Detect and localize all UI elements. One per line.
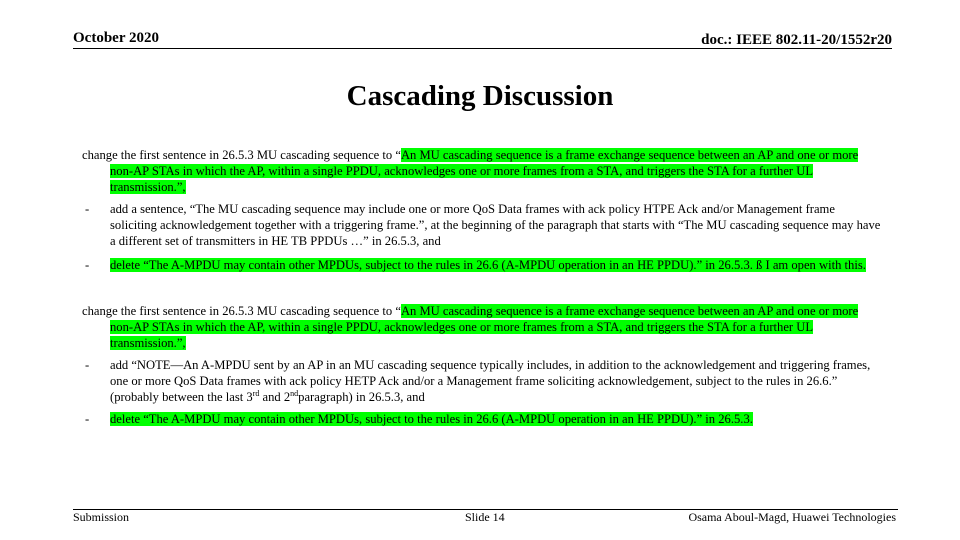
section2-intro	[82, 303, 882, 351]
footer-author: Osama Aboul-Magd, Huawei Technologies	[688, 510, 896, 524]
spacer	[82, 249, 882, 257]
section1-item-2-highlight: delete “The A-MPDU may contain other MPDUs, subject to the rules in 26.6 (A-MPDU operation in an HE PPDU).” in 26.5.3. ß I am open with this.	[110, 258, 866, 272]
bullet-dash: -	[85, 358, 90, 372]
footer-slide-number: Slide 14	[465, 510, 505, 524]
bullet-dash: -	[85, 202, 90, 216]
bullet-dash: -	[85, 258, 90, 272]
header-date: October 2020	[73, 30, 159, 46]
section2-item-2	[82, 411, 882, 427]
section2-item-1-text-c: paragraph) in 26.5.3, and	[298, 390, 425, 404]
bullet-dash: -	[85, 412, 90, 426]
section1-item-2	[82, 257, 882, 273]
header-doc-id: doc.: IEEE 802.11-20/1552r20	[701, 32, 892, 48]
section1-intro-highlight: An MU cascading sequence is a frame exchange sequence between an AP and one or more non-AP STAs in which the AP, within a single PPDU, acknowledges one or more frames from a STA, and triggers the STA for a further UL transmission.”,	[110, 148, 859, 194]
section2-intro-highlight: An MU cascading sequence is a frame exchange sequence between an AP and one or more non-AP STAs in which the AP, within a single PPDU, acknowledges one or more frames from a STA, and triggers the STA for a further UL transmission.”,	[110, 304, 859, 350]
footer-submission: Submission	[73, 510, 130, 524]
spacer	[82, 273, 882, 303]
header-rule	[73, 48, 892, 49]
superscript-nd: nd	[290, 388, 299, 398]
section2-item-1-text-a: add “NOTE—An A-MPDU sent by an AP in an MU cascading sequence typically includes, in addition to the acknowledgement and triggering frames, one or more QoS Data frames with ack policy HETP Ack and/or a Management frame soliciting acknowledgement, subject to the rules in 26.6.” (probably between the last 3	[110, 358, 871, 404]
superscript-rd: rd	[252, 388, 260, 398]
section2-intro-text: change the first sentence in 26.5.3 MU cascading sequence to “	[82, 304, 401, 318]
slide-title: Cascading Discussion	[346, 80, 614, 112]
section2-item-2-highlight: delete “The A-MPDU may contain other MPDUs, subject to the rules in 26.6 (A-MPDU operation in an HE PPDU).” in 26.5.3.	[110, 412, 753, 426]
section2-item-1-text-b: and 2	[259, 390, 291, 404]
section1-intro	[82, 147, 882, 195]
section1-intro-text: change the first sentence in 26.5.3 MU cascading sequence to “	[82, 148, 401, 162]
slide-body	[82, 147, 882, 427]
section2-item-1	[82, 357, 882, 405]
section1-item-1-text: add a sentence, “The MU cascading sequence may include one or more QoS Data frames with ack policy HTPE Ack and/or Management frame soliciting acknowledgement together with a triggering frame.”, at the beginning of the paragraph that starts with “The MU cascading sequence may have a different set of transmitters in HE TB PPDUs …” in 26.5.3, and	[110, 202, 881, 248]
section1-item-1	[82, 201, 882, 249]
